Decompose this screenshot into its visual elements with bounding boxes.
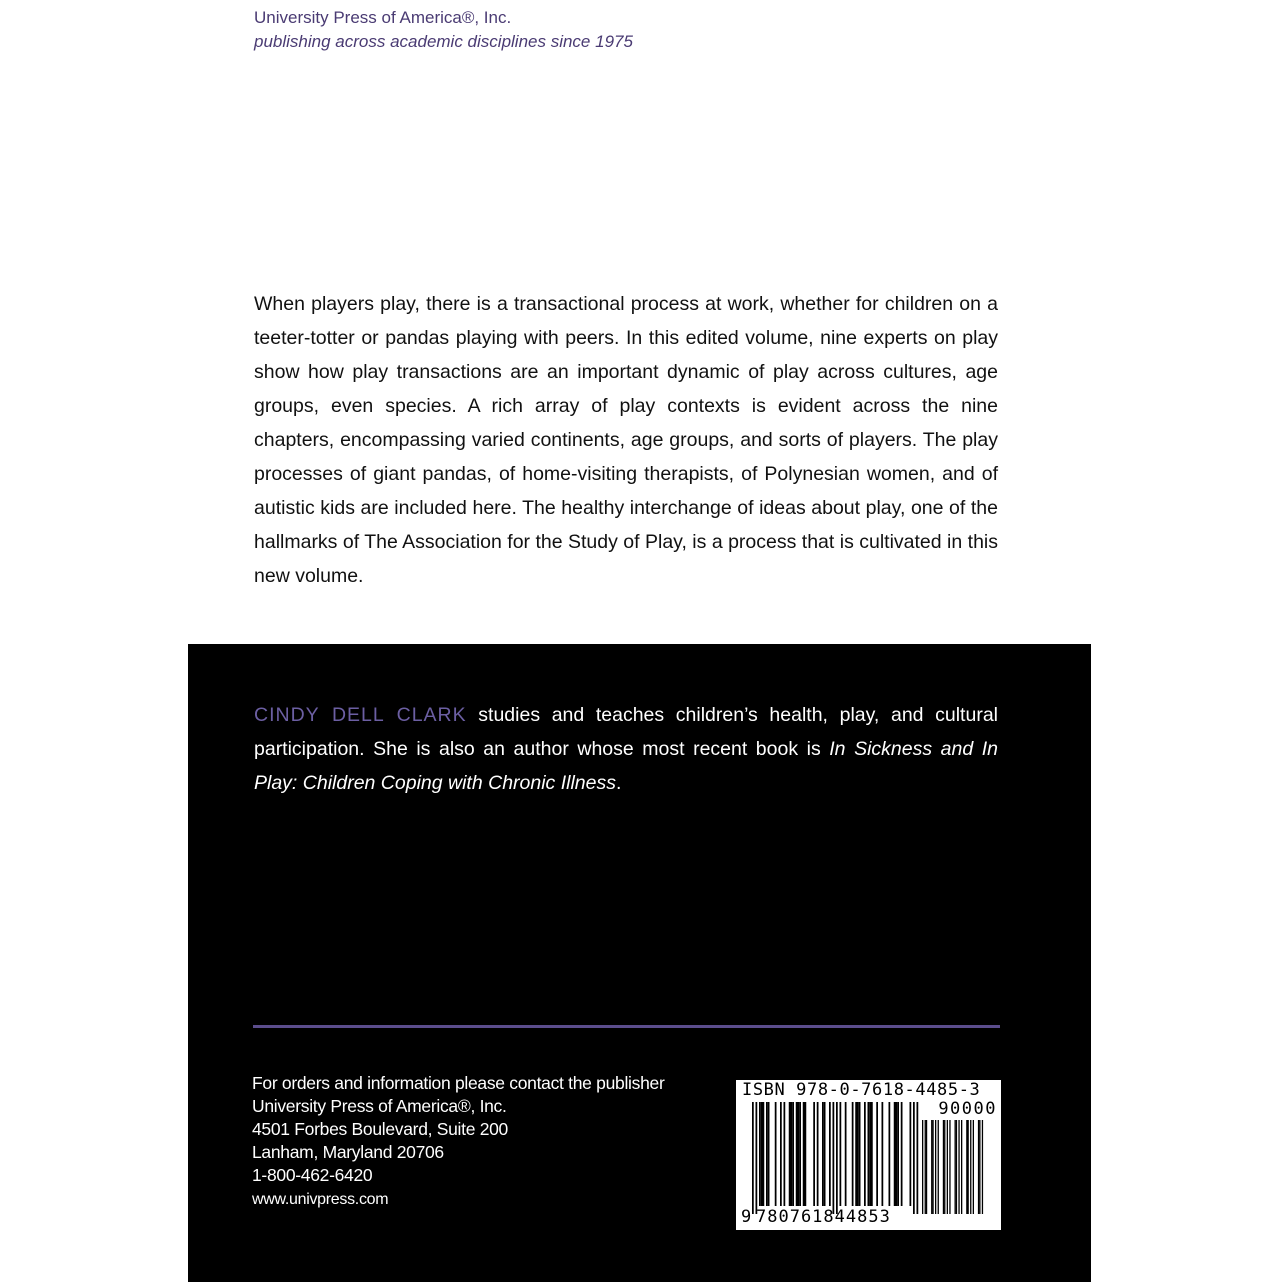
barcode-bar [876,1102,878,1206]
addon-bar [982,1120,983,1214]
addon-bar [931,1120,932,1214]
addon-bar [938,1120,939,1214]
barcode-bar [894,1102,896,1206]
addon-bar [978,1120,979,1214]
contact-block [252,1072,665,1211]
addon-bar [961,1120,962,1214]
addon-bar [966,1120,967,1214]
barcode-bar [871,1102,873,1206]
barcode-bar [763,1102,765,1206]
addon-bar [932,1120,933,1214]
barcode-bar [882,1102,884,1206]
addon-bar [949,1120,950,1214]
addon-bar [944,1120,945,1214]
barcode-bar [859,1102,861,1206]
divider [253,1025,1000,1028]
barcode-bar [756,1102,758,1214]
addon-bar [968,1120,969,1214]
publisher-tagline: publishing across academic disciplines since 1975 [254,32,633,51]
barcode-bar [857,1102,859,1206]
author-panel [188,644,1091,1282]
barcode-bar [789,1102,791,1206]
barcode-bar [889,1102,891,1206]
barcode-bar [805,1102,807,1206]
barcode-bar [901,1102,903,1206]
barcode-bar [845,1102,847,1206]
contact-intro: For orders and information please contact the publisher [252,1073,665,1093]
addon-bar [922,1120,923,1214]
barcode-bar [897,1102,899,1206]
ean-digits: 780761844853 [756,1207,891,1227]
publisher-header [254,7,633,55]
contact-city: Lanham, Maryland 20706 [252,1142,444,1162]
addon-bar [926,1120,927,1214]
contact-publisher: University Press of America®, Inc. [252,1096,507,1116]
contact-street: 4501 Forbes Boulevard, Suite 200 [252,1119,508,1139]
addon-bar [956,1120,957,1214]
website-link[interactable]: www.univpress.com [252,1191,389,1208]
barcode-bar [869,1102,871,1206]
barcode-bar [798,1102,800,1206]
barcode-bar [803,1102,805,1206]
barcode-bar [829,1102,831,1206]
barcode-bar [852,1102,854,1206]
barcode-bar [799,1102,801,1206]
barcode-bar [822,1102,824,1206]
barcode-bar [836,1102,838,1214]
addon-bar [925,1120,926,1214]
addon-bar [973,1120,974,1214]
ean-first-digit: 9 [741,1207,752,1227]
price-code: 90000 [938,1099,997,1119]
barcode-bar [840,1102,842,1206]
addon-bar [970,1120,971,1214]
barcode-bar [780,1102,782,1206]
book-description: When players play, there is a transactional process at work, whether for children on a teeter-totter or pandas playing with peers. In this edited volume, nine experts on play show how play transactions are an important dynamic of play across cultures, age groups, even species. A rich array of play contexts is evident across the nine chapters, encompassing varied continents, age groups, and sorts of players. The play processes of giant pandas, of home-visiting therapists, of Polynesian women, and of autistic kids are included here. The healthy interchange of ideas about play, one of the hallmarks of The Association for the Study of Play, is a process that is cultivated in this new volume. [254,293,998,587]
barcode-bar [792,1102,794,1206]
addon-bar [947,1120,948,1214]
barcode-bar [775,1102,777,1206]
barcode-bar [896,1102,898,1206]
barcode-bar [784,1102,786,1206]
addon-bar [955,1120,956,1214]
addon-bar [958,1120,959,1214]
barcode-bar [824,1102,826,1206]
barcode-bar [752,1102,754,1214]
addon-bar [979,1120,980,1214]
author-bio [254,698,998,800]
barcode-bar [855,1102,857,1206]
publisher-name: University Press of America®, Inc. [254,8,512,27]
barcode-bar [913,1102,915,1214]
barcode-bar [791,1102,793,1206]
barcode-bar [817,1102,819,1206]
barcode [736,1080,1001,1230]
barcode-bar [917,1102,919,1214]
barcode-bar [768,1102,770,1206]
author-bio-end: . [616,772,622,794]
barcode-bar [759,1102,761,1206]
contact-phone: 1-800-462-6420 [252,1165,373,1185]
addon-bar [943,1120,944,1214]
barcode-bar [864,1102,866,1206]
barcode-bar [796,1102,798,1206]
addon-bar [935,1120,936,1214]
isbn-label: ISBN 978-0-7618-4485-3 [742,1080,981,1100]
author-name: CINDY DELL CLARK [254,704,467,726]
barcode-bar [813,1102,815,1206]
book-title: In Sickness and In Play: Children Coping with Chronic Illness [254,738,998,794]
barcode-bar [761,1102,763,1206]
barcode-bar [833,1102,835,1214]
barcode-bar [868,1102,870,1206]
barcode-bar [766,1102,768,1206]
author-bio-text: studies and teaches children’s health, play, and cultural participation. She is also an author whose most recent book is [254,704,998,760]
barcode-bar [910,1102,912,1206]
